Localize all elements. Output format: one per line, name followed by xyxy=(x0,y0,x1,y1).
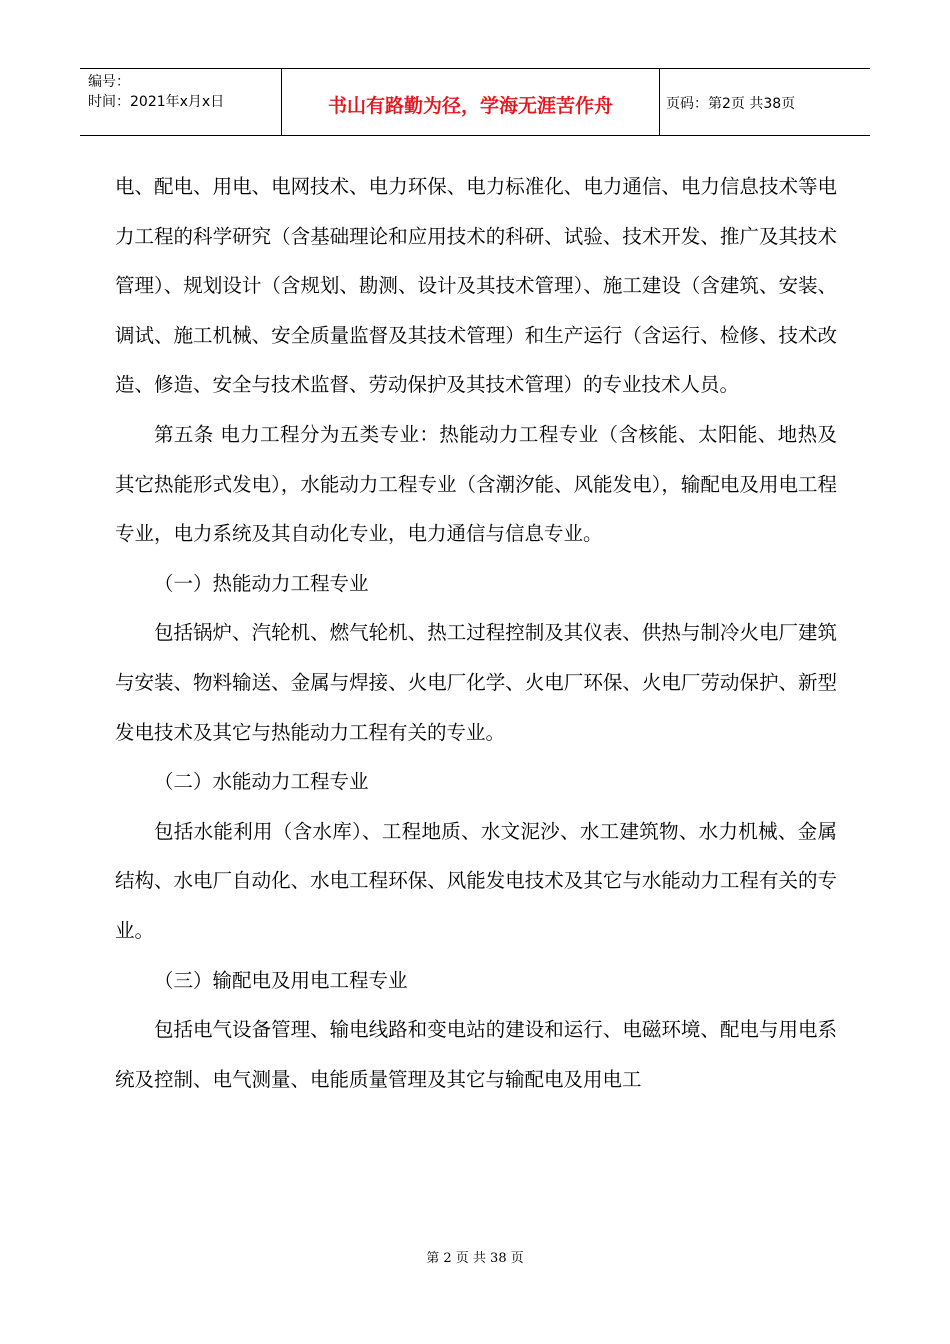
body-paragraph: 包括电气设备管理、输电线路和变电站的建设和运行、电磁环境、配电与用电系统及控制、电气测量、电能质量管理及其它与输配电及用电工 xyxy=(115,1018,837,1091)
header-motto: 书山有路勤为径，学海无涯苦作舟 xyxy=(282,69,660,135)
page-footer: 第 2 页 共 38 页 xyxy=(426,1251,524,1266)
body-paragraph: 第五条 电力工程分为五类专业：热能动力工程专业（含核能、太阳能、地热及其它热能形式发电），水能动力工程专业（含潮汐能、风能发电），输配电及用电工程专业，电力系统及其自动化专业，电力通信与信息专业。 xyxy=(115,422,837,546)
document-number-label: 编号： xyxy=(88,74,130,90)
body-paragraph: 电、配电、用电、电网技术、电力环保、电力标准化、电力通信、电力信息技术等电力工程的科学研究（含基础理论和应用技术的科研、试验、技术开发、推广及其技术管理）、规划设计（含规划、勘测、设计及其技术管理）、施工建设（含建筑、安装、调试、施工机械、安全质量监督及其技术管理）和生产运行（含运行、检修、技术改造、修造、安全与技术监督、劳动保护及其技术管理）的专业技术人员。 xyxy=(115,175,837,397)
section-heading: （一）热能动力工程专业 xyxy=(154,571,369,595)
document-header xyxy=(80,68,870,136)
document-body xyxy=(115,162,837,1104)
section-heading: （二）水能动力工程专业 xyxy=(154,770,369,794)
header-page-info: 页码：第2页 共38页 xyxy=(666,96,796,112)
document-date: 时间：2021年x月x日 xyxy=(88,94,225,110)
section-heading: （三）输配电及用电工程专业 xyxy=(154,968,408,992)
body-paragraph: 包括锅炉、汽轮机、燃气轮机、热工过程控制及其仪表、供热与制冷火电厂建筑与安装、物料输送、金属与焊接、火电厂化学、火电厂环保、火电厂劳动保护、新型发电技术及其它与热能动力工程有关的专业。 xyxy=(115,621,837,744)
header-meta xyxy=(80,69,282,135)
body-paragraph: 包括水能利用（含水库）、工程地质、水文泥沙、水工建筑物、水力机械、金属结构、水电厂自动化、水电工程环保、风能发电技术及其它与水能动力工程有关的专业。 xyxy=(115,819,837,942)
